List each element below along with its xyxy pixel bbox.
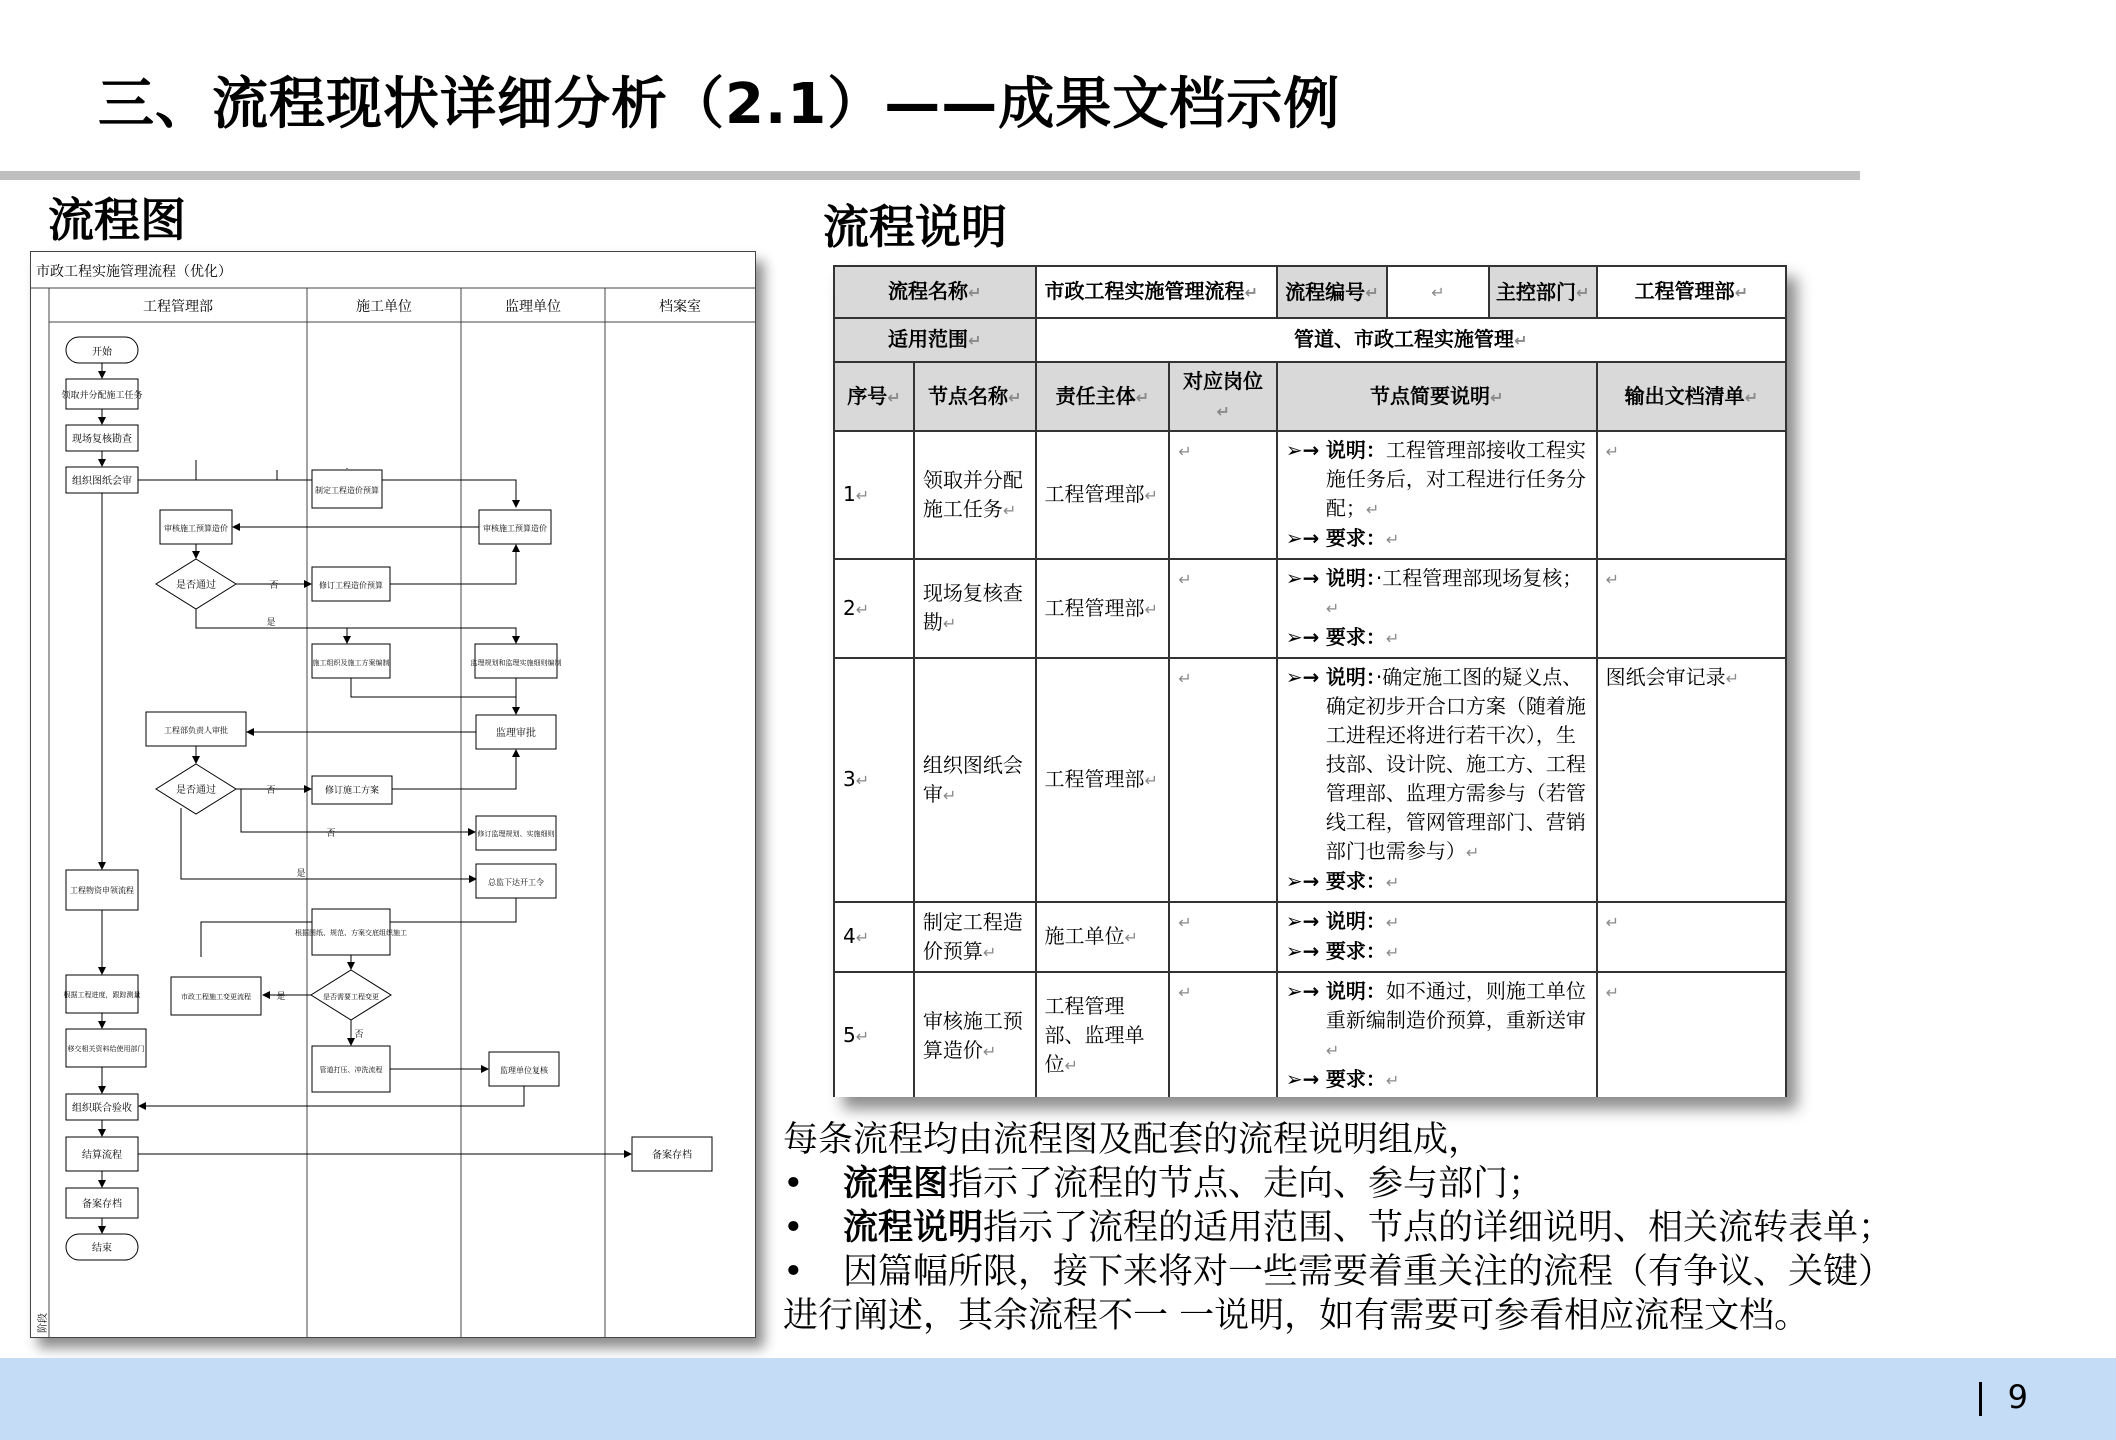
row-brief: ➢→ 说明：↵ ➢→ 要求：↵ xyxy=(1277,902,1597,972)
node-revise-supervision: 修订监理规划、实施细则 xyxy=(477,830,555,838)
row-brief: ➢→ 说明：如不通过，则施工单位重新编制造价预算，重新送审↵ ➢→ 要求：↵ xyxy=(1277,972,1597,1097)
table-row xyxy=(834,559,1786,658)
row-node: 组织图纸会审↵ xyxy=(914,658,1036,902)
node-decision-2: 是否通过 xyxy=(176,785,216,796)
flowchart-image xyxy=(30,251,756,1338)
row-brief: ➢→ 说明：·工程管理部现场复核；↵ ➢→ 要求：↵ xyxy=(1277,559,1597,658)
node-eng-review: 审核施工预算造价 xyxy=(164,524,228,533)
node-revise-cost: 修订工程造价预算 xyxy=(319,581,383,590)
label-no-3: 否 xyxy=(326,829,336,839)
node-supervision-approval: 监理审批 xyxy=(496,728,536,739)
row-output: ↵ xyxy=(1597,902,1786,972)
row-no: 4↵ xyxy=(834,902,914,972)
notes-bullet-2: • 流程说明指示了流程的适用范围、节点的详细说明、相关流转表单； xyxy=(783,1208,1894,1248)
code-cell xyxy=(1277,266,1597,318)
process-code-value: ↵ xyxy=(1388,267,1490,317)
notes-intro: 每条流程均由流程图及配套的流程说明组成， xyxy=(783,1120,1484,1160)
node-decision-1: 是否通过 xyxy=(176,580,216,591)
row-owner: 工程管理部↵ xyxy=(1036,559,1170,658)
page-title: 三、流程现状详细分析（2.1）——成果文档示例 xyxy=(98,72,1341,137)
row-no: 5↵ xyxy=(834,972,914,1097)
phase-label: 阶段 xyxy=(38,1313,49,1333)
node-handover: 移交相关资料给使用部门 xyxy=(67,1045,145,1053)
col-no: 序号↵ xyxy=(834,362,914,431)
label-no-2: 否 xyxy=(266,786,276,796)
label-no-1: 否 xyxy=(269,581,279,591)
node-decision-3: 是否需要工程变更 xyxy=(323,993,379,1001)
col-brief: 节点简要说明↵ xyxy=(1277,362,1597,431)
row-post: ↵ xyxy=(1169,431,1277,559)
node-track-measure: 根据工程进度，跟踪测量 xyxy=(63,991,141,999)
row-output: ↵ xyxy=(1597,559,1786,658)
process-name-value: 市政工程实施管理流程↵ xyxy=(1036,266,1277,318)
col-owner: 责任主体↵ xyxy=(1036,362,1170,431)
node-assign-task: 领取并分配施工任务 xyxy=(61,391,143,401)
flowchart-title: 市政工程实施管理流程（优化） xyxy=(36,264,232,280)
row-owner: 工程管理部↵ xyxy=(1036,658,1170,902)
row-brief: ➢→ 说明：·确定施工图的疑义点、确定初步开合口方案（随着施工进程还将进行若干次），生技部、设计院、施工方、工程管理部、监理方需参与（若管线工程，管网管理部门、营销部门也需参与）↵ ➢→ 要求：↵ xyxy=(1277,658,1597,902)
table-row xyxy=(834,902,1786,972)
node-joint-acceptance: 组织联合验收 xyxy=(72,1103,132,1114)
row-no: 1↵ xyxy=(834,431,914,559)
node-pressure-test: 管道打压、冲洗流程 xyxy=(319,1066,383,1074)
process-description-table xyxy=(833,265,1787,1097)
node-supervision-plan: 监理规划和监理实施细则编制 xyxy=(470,659,562,667)
scope-label: 适用范围↵ xyxy=(834,318,1036,362)
node-start: 开始 xyxy=(92,347,112,358)
node-revise-plan: 修订施工方案 xyxy=(324,786,380,796)
table-row xyxy=(834,972,1786,1097)
page-number: 9 xyxy=(2007,1378,2028,1416)
dept-label: 主控部门 ↵ xyxy=(1490,267,1596,317)
node-drawing-review: 组织图纸会审 xyxy=(72,476,132,487)
node-material-request: 工程物资申领流程 xyxy=(70,886,134,895)
page-number-divider xyxy=(1979,1382,1982,1416)
node-end: 结束 xyxy=(92,1243,112,1254)
footer-band xyxy=(0,1358,2116,1440)
title-divider xyxy=(0,171,1860,180)
row-node: 领取并分配施工任务↵ xyxy=(914,431,1036,559)
row-post: ↵ xyxy=(1169,972,1277,1097)
node-change-process: 市政工程施工变更流程 xyxy=(181,993,251,1001)
row-node: 现场复核查勘↵ xyxy=(914,559,1036,658)
lane-archive: 档案室 xyxy=(659,299,701,315)
label-yes-3: 是 xyxy=(276,992,286,1002)
row-no: 2↵ xyxy=(834,559,914,658)
label-yes-1: 是 xyxy=(266,618,276,628)
process-name-label: 流程名称↵ xyxy=(834,266,1036,318)
notes-block xyxy=(783,1118,2113,1338)
node-archive-right: 备案存档 xyxy=(652,1150,692,1161)
row-post: ↵ xyxy=(1169,658,1277,902)
label-no-4: 否 xyxy=(354,1030,364,1040)
row-output: ↵ xyxy=(1597,972,1786,1097)
row-owner: 工程管理部↵ xyxy=(1036,431,1170,559)
row-no: 3↵ xyxy=(834,658,914,902)
lane-construction: 施工单位 xyxy=(356,299,412,315)
col-output: 输出文档清单↵ xyxy=(1597,362,1786,431)
row-node: 审核施工预算造价↵ xyxy=(914,972,1036,1097)
row-brief: ➢→ 说明：工程管理部接收工程实施任务后，对工程进行任务分配；↵ ➢→ 要求：↵ xyxy=(1277,431,1597,559)
notes-bullet-3: • 因篇幅所限，接下来将对一些需要着重关注的流程（有争议、关键） xyxy=(783,1252,1894,1292)
process-code-label: 流程编号 ↵ xyxy=(1278,267,1388,317)
row-output: ↵ xyxy=(1597,431,1786,559)
node-construction-plan: 施工组织及施工方案编制 xyxy=(312,659,390,667)
node-archive-left: 备案存档 xyxy=(82,1199,122,1210)
row-node: 制定工程造价预算↵ xyxy=(914,902,1036,972)
node-settlement: 结算流程 xyxy=(82,1150,122,1161)
table-row xyxy=(834,658,1786,902)
row-post: ↵ xyxy=(1169,902,1277,972)
table-row xyxy=(834,431,1786,559)
node-site-survey: 现场复核勘查 xyxy=(72,434,132,445)
row-output: 图纸会审记录↵ xyxy=(1597,658,1786,902)
lane-supervision: 监理单位 xyxy=(505,299,561,315)
node-organize-construction: 根据图纸、规范、方案交底组织施工 xyxy=(295,929,407,937)
node-sup-review: 审核施工预算造价 xyxy=(483,524,547,533)
lane-engineering: 工程管理部 xyxy=(143,299,213,315)
row-post: ↵ xyxy=(1169,559,1277,658)
notes-bullet-3-cont: 进行阐述，其余流程不一 一说明，如有需要可参看相应流程文档。 xyxy=(783,1296,1810,1336)
row-owner: 施工单位↵ xyxy=(1036,902,1170,972)
node-start-order: 总监下达开工令 xyxy=(488,878,544,887)
description-heading: 流程说明 xyxy=(823,200,1007,254)
row-owner: 工程管理部、监理单位↵ xyxy=(1036,972,1170,1097)
node-manager-approval: 工程部负责人审批 xyxy=(164,726,228,735)
col-post: 对应岗位↵ xyxy=(1169,362,1277,431)
col-node: 节点名称↵ xyxy=(914,362,1036,431)
node-supervision-check: 监理单位复核 xyxy=(500,1066,548,1075)
notes-bullet-1: • 流程图指示了流程的节点、走向、参与部门； xyxy=(783,1164,1544,1204)
scope-value: 管道、市政工程实施管理↵ xyxy=(1036,318,1787,362)
flowchart-heading: 流程图 xyxy=(48,193,186,247)
label-yes-2: 是 xyxy=(296,869,306,879)
dept-value: 工程管理部↵ xyxy=(1597,266,1786,318)
node-cost-budget: 制定工程造价预算 xyxy=(315,486,379,495)
